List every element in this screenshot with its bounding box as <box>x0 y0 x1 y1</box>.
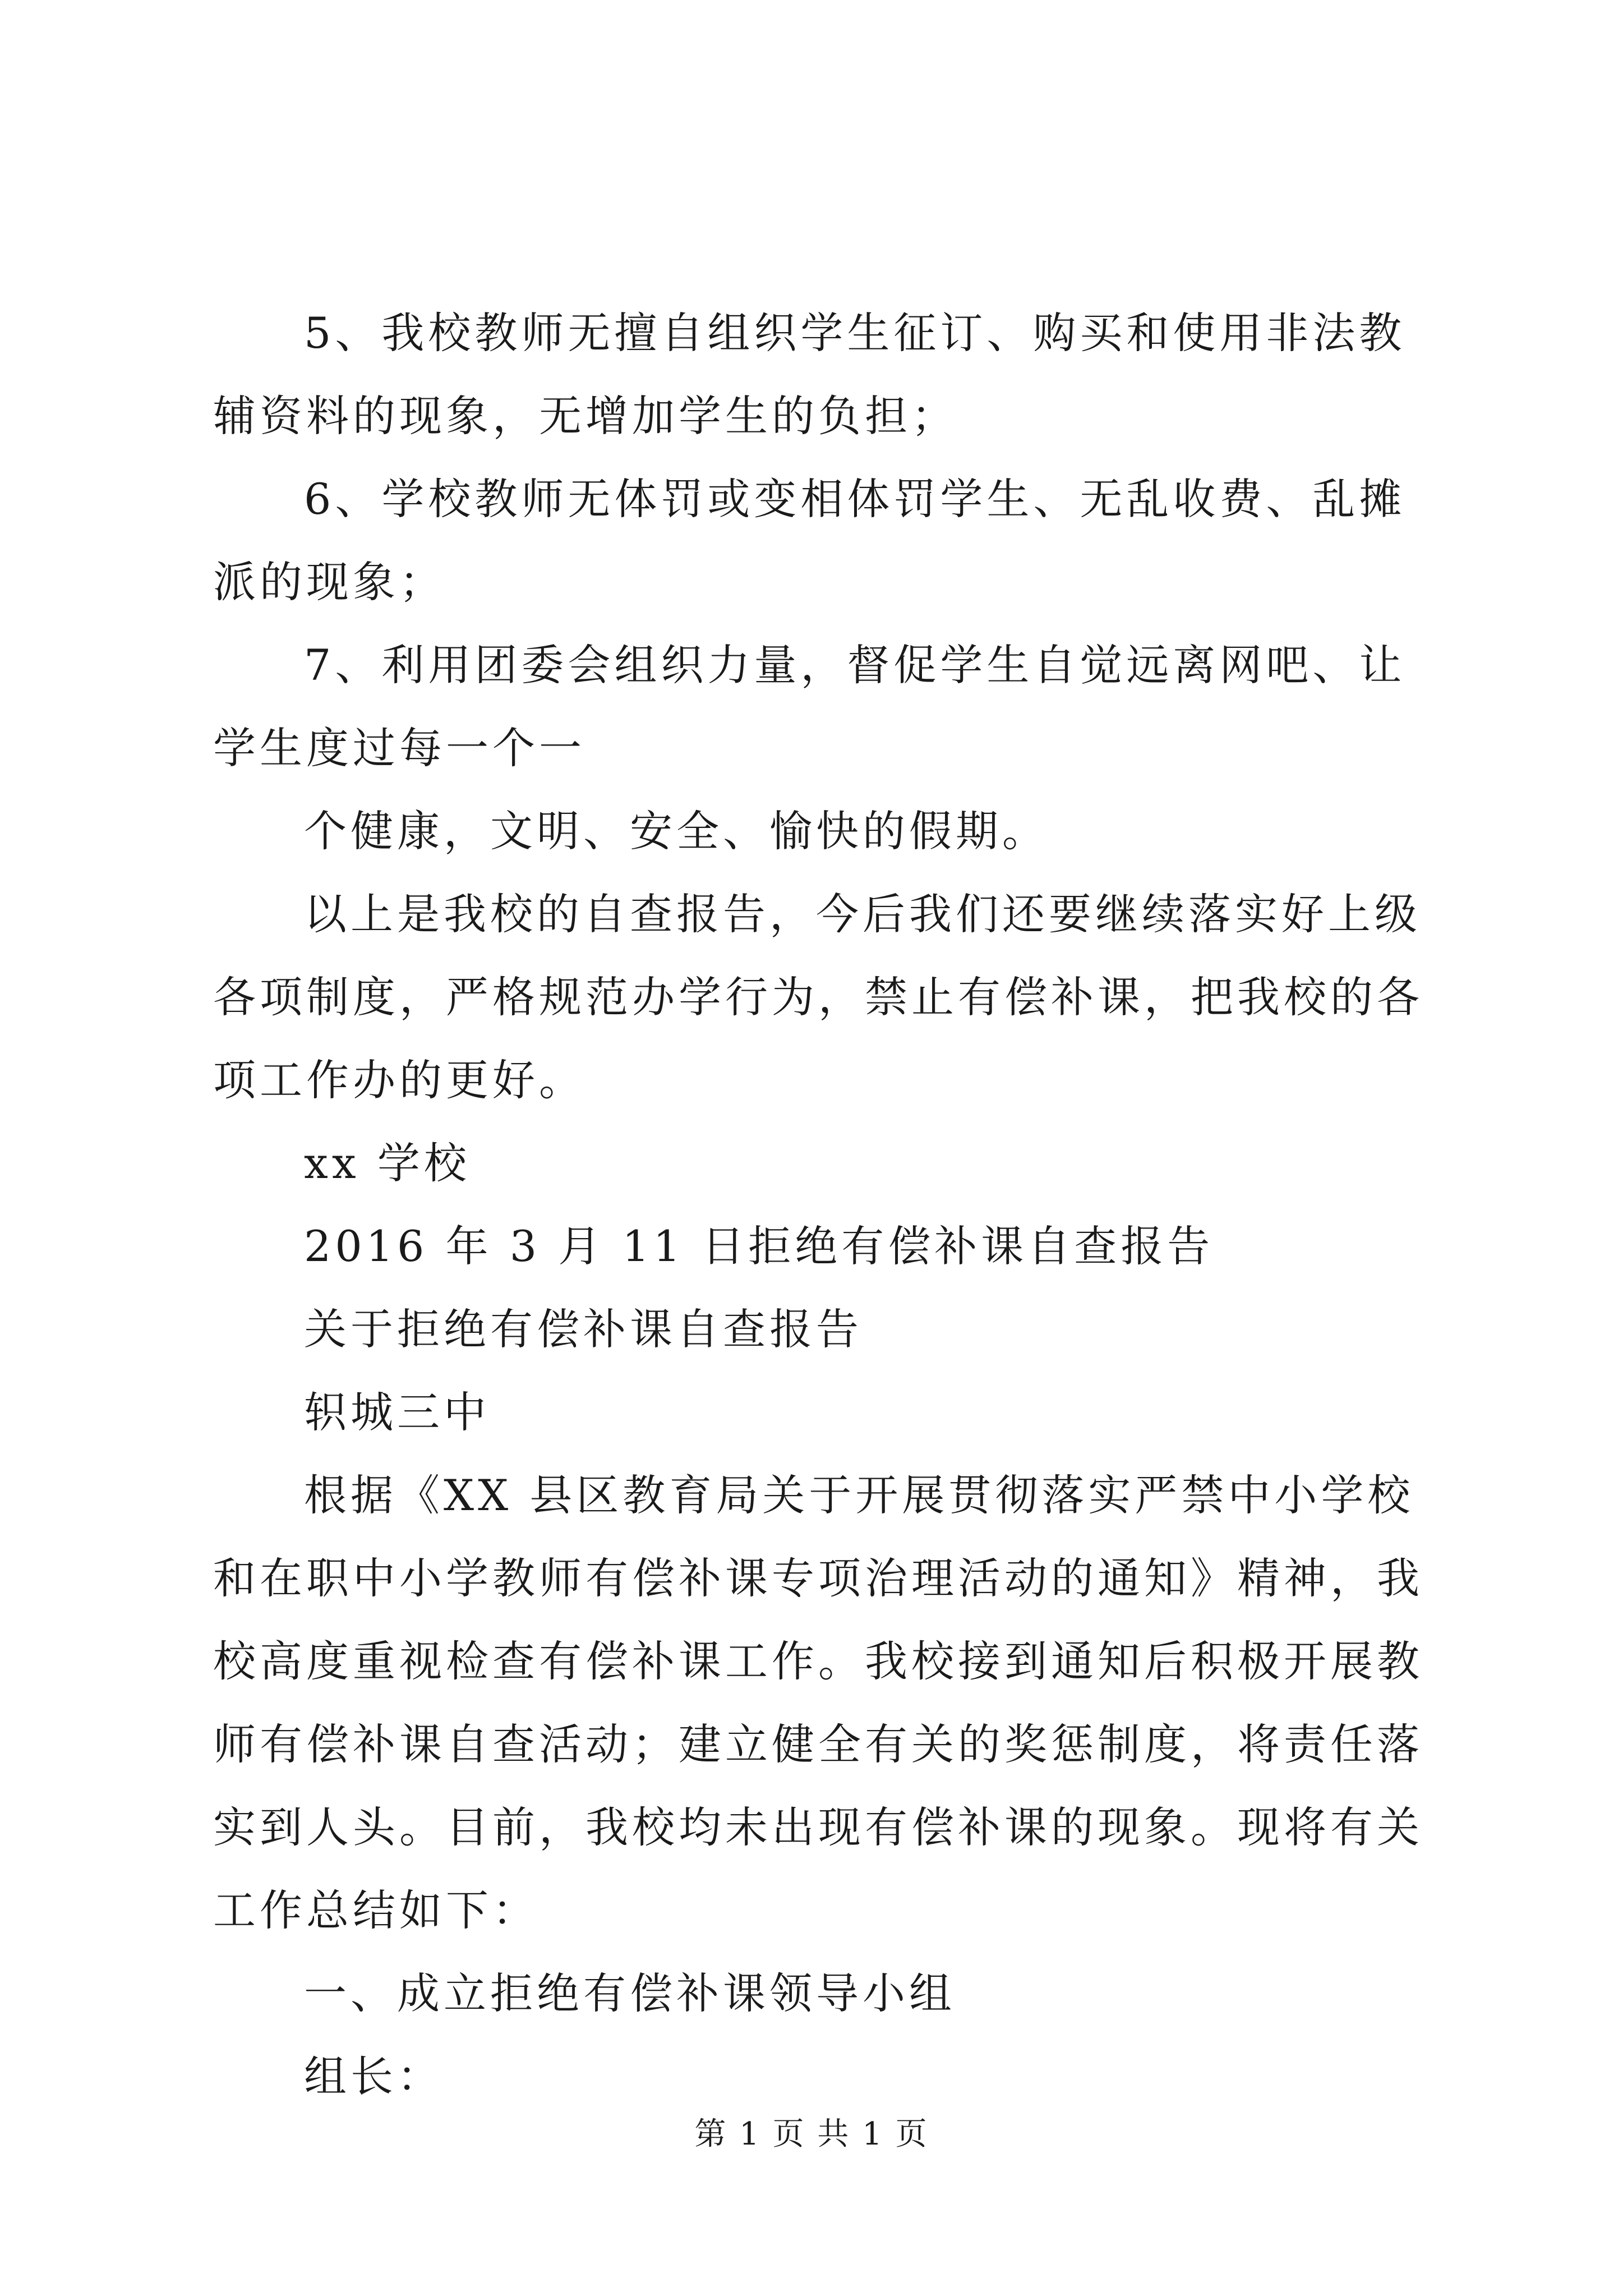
page-footer: 第 1 页 共 1 页 <box>694 2116 929 2152</box>
paragraph-continuation: 个健康，文明、安全、愉快的假期。 <box>304 806 1049 856</box>
section-heading-1: 一、成立拒绝有偿补课领导小组 <box>304 1968 956 2018</box>
paragraph-item-7: 7、利用团委会组织力量，督促学生自觉远离网吧、让学生度过每一个一 <box>213 640 1406 773</box>
paragraph-conclusion: 以上是我校的自查报告，今后我们还要继续落实好上级各项制度，严格规范办学行为，禁止有偿补课，把我校的各项工作办的更好。 <box>213 889 1423 1105</box>
signature-date-title: 2016 年 3 月 11 日拒绝有偿补课自查报告 <box>304 1221 1214 1271</box>
paragraph-item-6: 6、学校教师无体罚或变相体罚学生、无乱收费、乱摊派的现象； <box>213 474 1406 607</box>
paragraph-intro: 根据《XX 县区教育局关于开展贯彻落实严禁中小学校和在职中小学教师有偿补课专项治理活动的通知》精神，我校高度重视检查有偿补课工作。我校接到通知后积极开展教师有偿补课自查活动；建立健全有关的奖惩制度，将责任落实到人头。目前，我校均未出现有偿补课的现象。现将有关工作总结如下： <box>213 1470 1423 1935</box>
signature-school: xx 学校 <box>304 1138 471 1188</box>
document-body <box>213 292 1424 2118</box>
school-name: 轵城三中 <box>304 1387 490 1437</box>
report-title: 关于拒绝有偿补课自查报告 <box>304 1304 863 1354</box>
paragraph-item-5: 5、我校教师无擅自组织学生征订、购买和使用非法教辅资料的现象，无增加学生的负担； <box>213 308 1406 441</box>
group-leader-label: 组长： <box>304 2051 444 2101</box>
